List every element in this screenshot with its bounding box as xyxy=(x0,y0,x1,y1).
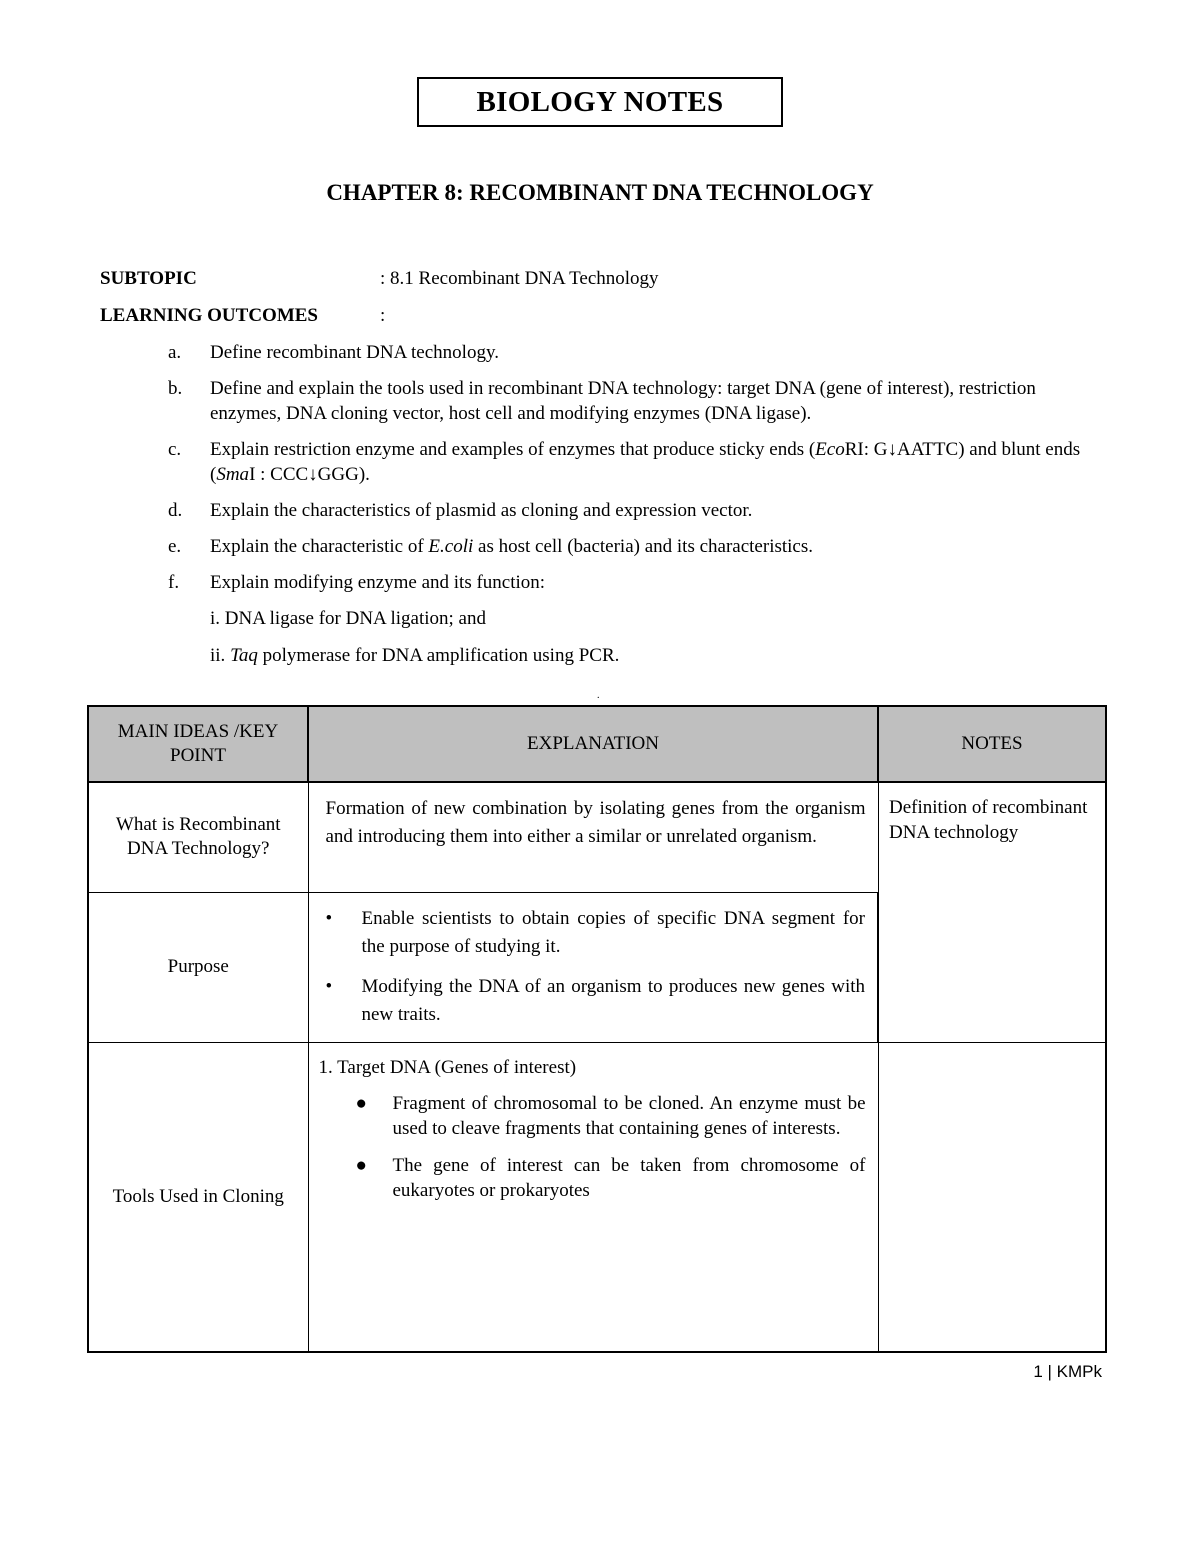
bullet-text: Fragment of chromosomal to be cloned. An enzyme must be used to cleave fragments that containing genes of interests. xyxy=(392,1092,866,1139)
learning-outcomes-label: LEARNING OUTCOMES xyxy=(100,305,318,326)
bullet-text: Enable scientists to obtain copies of specific DNA segment for the purpose of studying it. xyxy=(361,907,865,957)
enzyme-name-italic: Sma xyxy=(216,464,250,485)
separator-dot: . xyxy=(597,690,600,701)
key-point-cell: Purpose xyxy=(88,892,308,1042)
outcome-text-part: Explain the characteristic of xyxy=(210,536,429,557)
notes-cell: Definition of recombinant DNA technology xyxy=(878,782,1106,1042)
outcome-letter: f. xyxy=(168,572,180,593)
outcome-item xyxy=(168,437,1088,487)
bullet-icon: • xyxy=(325,907,333,929)
outcome-text xyxy=(210,437,1088,487)
key-point-cell: Tools Used in Cloning xyxy=(88,1042,308,1352)
outcome-text: Explain modifying enzyme and its function: xyxy=(210,572,546,593)
bullet-text: Modifying the DNA of an organism to produces new genes with new traits. xyxy=(361,975,865,1025)
bullet-text: The gene of interest can be taken from chromosome of eukaryotes or prokaryotes xyxy=(392,1154,866,1201)
outcome-letter: d. xyxy=(168,500,183,521)
outcome-text: Define and explain the tools used in recombinant DNA technology: target DNA (gene of interest), restriction enzymes, DNA cloning vector, host cell and modifying enzymes (DNA ligase). xyxy=(210,378,1036,424)
outcome-letter: b. xyxy=(168,378,183,399)
outcome-item xyxy=(168,340,1088,365)
table-header-row xyxy=(88,706,1106,782)
list-item xyxy=(347,1153,866,1203)
outcome-letter: c. xyxy=(168,439,182,460)
notes-table xyxy=(87,705,1107,1353)
subtopic-value: : 8.1 Recombinant DNA Technology xyxy=(380,268,659,289)
header-notes: NOTES xyxy=(878,706,1106,782)
outcome-text xyxy=(210,534,1088,559)
sub-outcome-prefix: ii. xyxy=(210,645,231,666)
outcome-item xyxy=(168,570,1088,595)
list-item xyxy=(326,973,866,1029)
sub-outcome-item: i. DNA ligase for DNA ligation; and xyxy=(210,608,486,629)
learning-outcomes-colon: : xyxy=(380,305,386,326)
table-row xyxy=(88,782,1106,892)
sub-outcome-text: polymerase for DNA amplification using PCR. xyxy=(257,645,620,666)
outcome-text-part: Explain restriction enzyme and examples of enzymes that produce sticky ends ( xyxy=(210,439,816,460)
header-explanation: EXPLANATION xyxy=(308,706,878,782)
outcome-text-part: as host cell (bacteria) and its characteristics. xyxy=(473,536,814,557)
notes-title: BIOLOGY NOTES xyxy=(417,77,783,127)
learning-outcomes-row xyxy=(100,305,385,327)
species-name-italic: E.coli xyxy=(428,536,474,557)
sub-outcome-item xyxy=(210,643,1088,668)
purpose-bullet-list xyxy=(326,905,866,1029)
learning-outcomes-list xyxy=(168,340,1088,680)
explanation-cell xyxy=(308,1042,878,1352)
outcome-item xyxy=(168,498,1088,523)
explanation-cell: Formation of new combination by isolating genes from the organism and introducing them into either a similar or unrelated organism. xyxy=(308,782,878,892)
list-item xyxy=(347,1091,866,1141)
table-row xyxy=(88,1042,1106,1352)
outcome-item xyxy=(168,376,1088,426)
outcome-item xyxy=(168,534,1088,559)
outcome-text-part: I : CCC↓GGG). xyxy=(249,464,370,485)
subtopic-label: SUBTOPIC xyxy=(100,268,197,289)
outcome-letter: a. xyxy=(168,342,182,363)
notes-cell-empty xyxy=(878,1042,1106,1352)
outcome-text-part: RI: G↓AATTC) and blunt ends ( xyxy=(210,439,1081,485)
bullet-icon: • xyxy=(325,975,333,997)
subtopic-row xyxy=(100,268,659,290)
bullet-icon: ● xyxy=(355,1154,367,1176)
outcome-letter: e. xyxy=(168,536,182,557)
outcome-text: Explain the characteristics of plasmid as cloning and expression vector. xyxy=(210,500,753,521)
enzyme-name-italic: Taq xyxy=(230,645,258,666)
chapter-heading: CHAPTER 8: RECOMBINANT DNA TECHNOLOGY xyxy=(326,180,874,205)
page-footer: 1 | KMPk xyxy=(1033,1362,1102,1381)
tools-bullet-list xyxy=(319,1091,866,1203)
enzyme-name-italic: Eco xyxy=(815,439,845,460)
explanation-cell xyxy=(308,892,878,1042)
outcome-text: Define recombinant DNA technology. xyxy=(210,342,499,363)
bullet-icon: ● xyxy=(355,1092,367,1114)
header-main-ideas: MAIN IDEAS /KEY POINT xyxy=(88,706,308,782)
key-point-cell: What is Recombinant DNA Technology? xyxy=(88,782,308,892)
list-item xyxy=(326,905,866,961)
numbered-heading: 1. Target DNA (Genes of interest) xyxy=(318,1056,577,1078)
